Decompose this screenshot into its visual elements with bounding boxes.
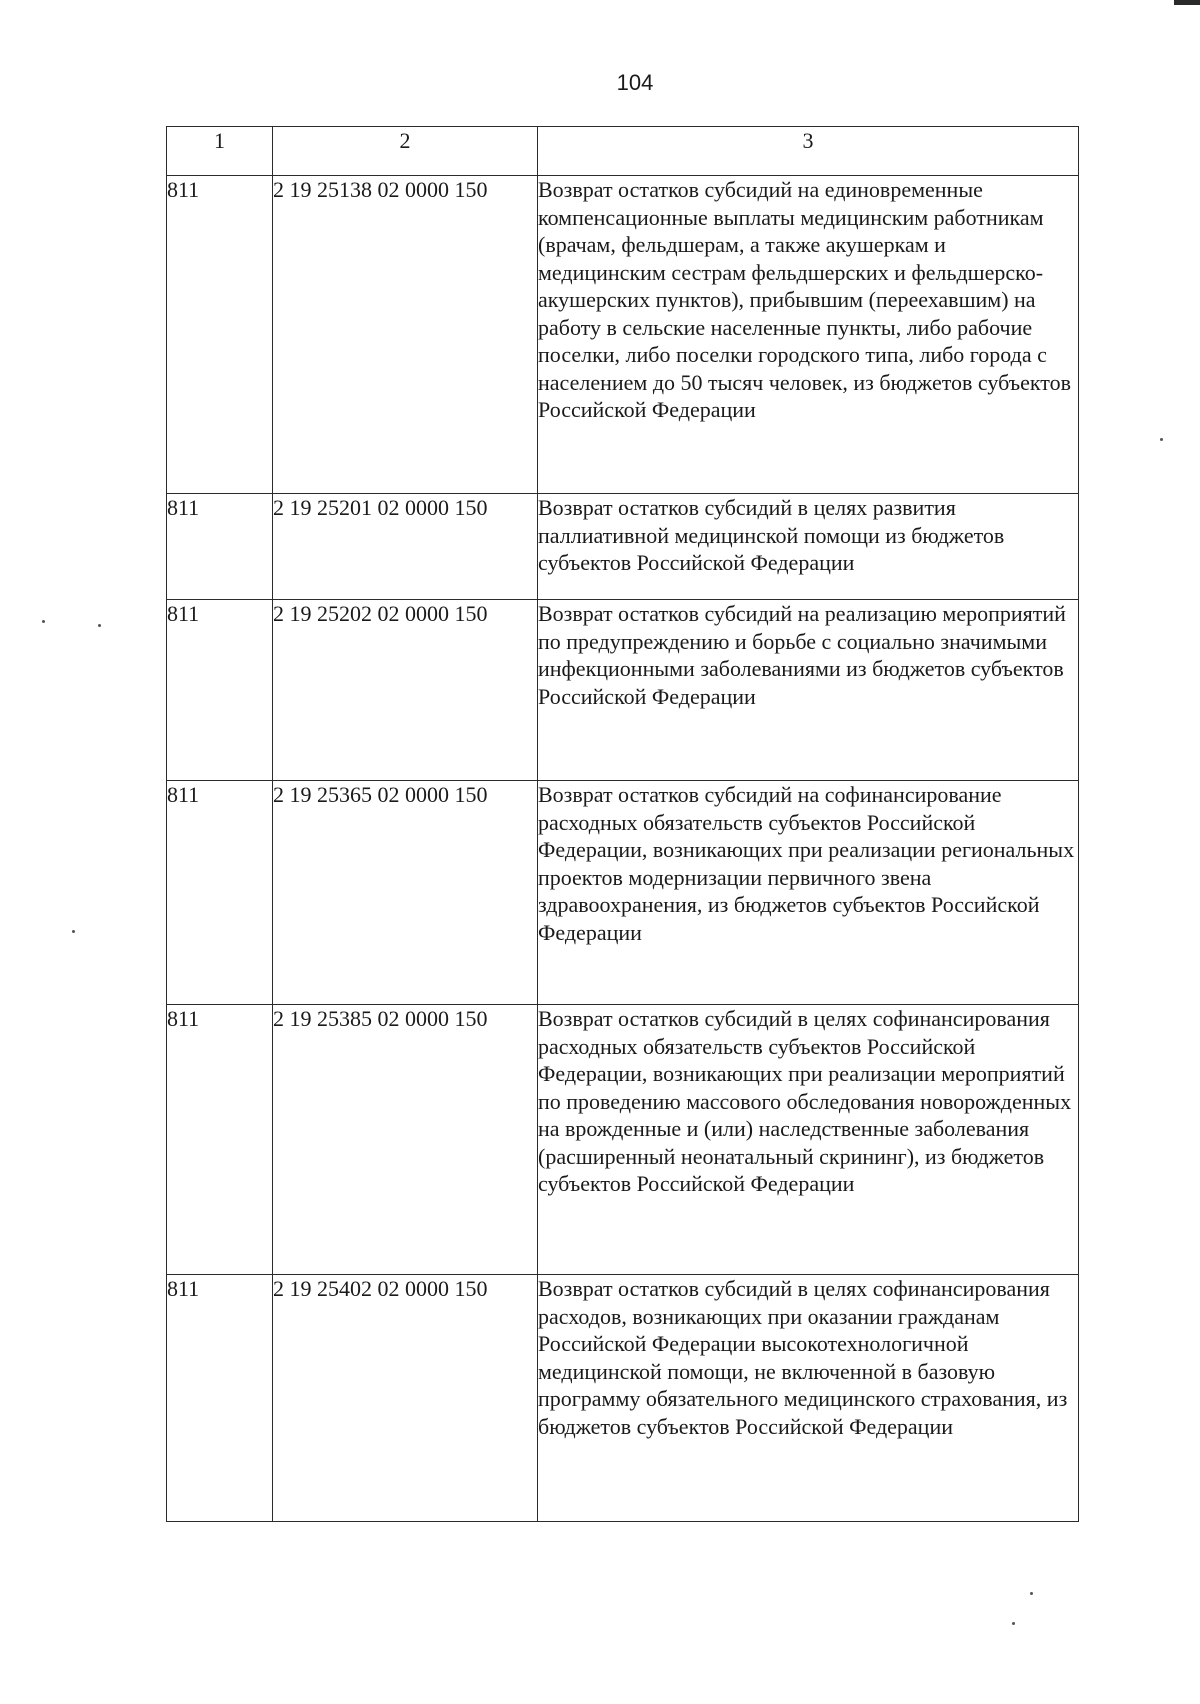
scan-speck	[98, 624, 101, 627]
budget-code-cell: 2 19 25201 02 0000 150	[273, 494, 538, 600]
column-header-3: 3	[538, 127, 1079, 176]
table-row	[167, 494, 1079, 600]
page-number: 104	[616, 70, 654, 95]
description-cell: Возврат остатков субсидий на единовременные компенсационные выплаты медицинским работникам (врачам, фельдшерам, а также акушеркам и медицинским сестрам фельдшерских и фельдшерско-акушерских пунктов), прибывшим (переехавшим) на работу в сельские населенные пункты, либо рабочие поселки, либо поселки городского типа, либо города с населением до 50 тысяч человек, из бюджетов субъектов Российской Федерации	[538, 176, 1079, 494]
scan-speck	[1160, 438, 1163, 441]
scan-speck	[42, 620, 45, 623]
description-cell: Возврат остатков субсидий на реализацию мероприятий по предупреждению и борьбе с социально значимыми инфекционными заболеваниями из бюджетов субъектов Российской Федерации	[538, 600, 1079, 781]
budget-code-cell: 2 19 25202 02 0000 150	[273, 600, 538, 781]
description-cell: Возврат остатков субсидий в целях развития паллиативной медицинской помощи из бюджетов субъектов Российской Федерации	[538, 494, 1079, 600]
admin-code-cell: 811	[167, 781, 273, 1005]
table-row	[167, 781, 1079, 1005]
admin-code-cell: 811	[167, 1275, 273, 1522]
admin-code-cell: 811	[167, 1005, 273, 1275]
table-row	[167, 1005, 1079, 1275]
description-cell: Возврат остатков субсидий в целях софинансирования расходных обязательств субъектов Российской Федерации, возникающих при реализации мероприятий по проведению массового обследования новорожденных на врожденные и (или) наследственные заболевания (расширенный неонатальный скрининг), из бюджетов субъектов Российской Федерации	[538, 1005, 1079, 1275]
description-cell: Возврат остатков субсидий в целях софинансирования расходов, возникающих при оказании гражданам Российской Федерации высокотехнологичной медицинской помощи, не включенной в базовую программу обязательного медицинского страхования, из бюджетов субъектов Российской Федерации	[538, 1275, 1079, 1522]
budget-code-cell: 2 19 25385 02 0000 150	[273, 1005, 538, 1275]
admin-code-cell: 811	[167, 176, 273, 494]
scan-speck	[72, 930, 75, 933]
description-cell: Возврат остатков субсидий на софинансирование расходных обязательств субъектов Российской Федерации, возникающих при реализации региональных проектов модернизации первичного звена здравоохранения, из бюджетов субъектов Российской Федерации	[538, 781, 1079, 1005]
budget-code-cell: 2 19 25365 02 0000 150	[273, 781, 538, 1005]
table-row	[167, 176, 1079, 494]
admin-code-cell: 811	[167, 600, 273, 781]
table-header-row	[167, 127, 1079, 176]
scan-speck	[1030, 1592, 1033, 1595]
scan-speck	[1012, 1622, 1015, 1625]
budget-code-cell: 2 19 25402 02 0000 150	[273, 1275, 538, 1522]
budget-code-cell: 2 19 25138 02 0000 150	[273, 176, 538, 494]
budget-code-table	[166, 126, 1079, 1522]
admin-code-cell: 811	[167, 494, 273, 600]
table-row	[167, 1275, 1079, 1522]
column-header-1: 1	[167, 127, 273, 176]
column-header-2: 2	[273, 127, 538, 176]
scan-corner-mark	[1174, 0, 1200, 5]
table-row	[167, 600, 1079, 781]
